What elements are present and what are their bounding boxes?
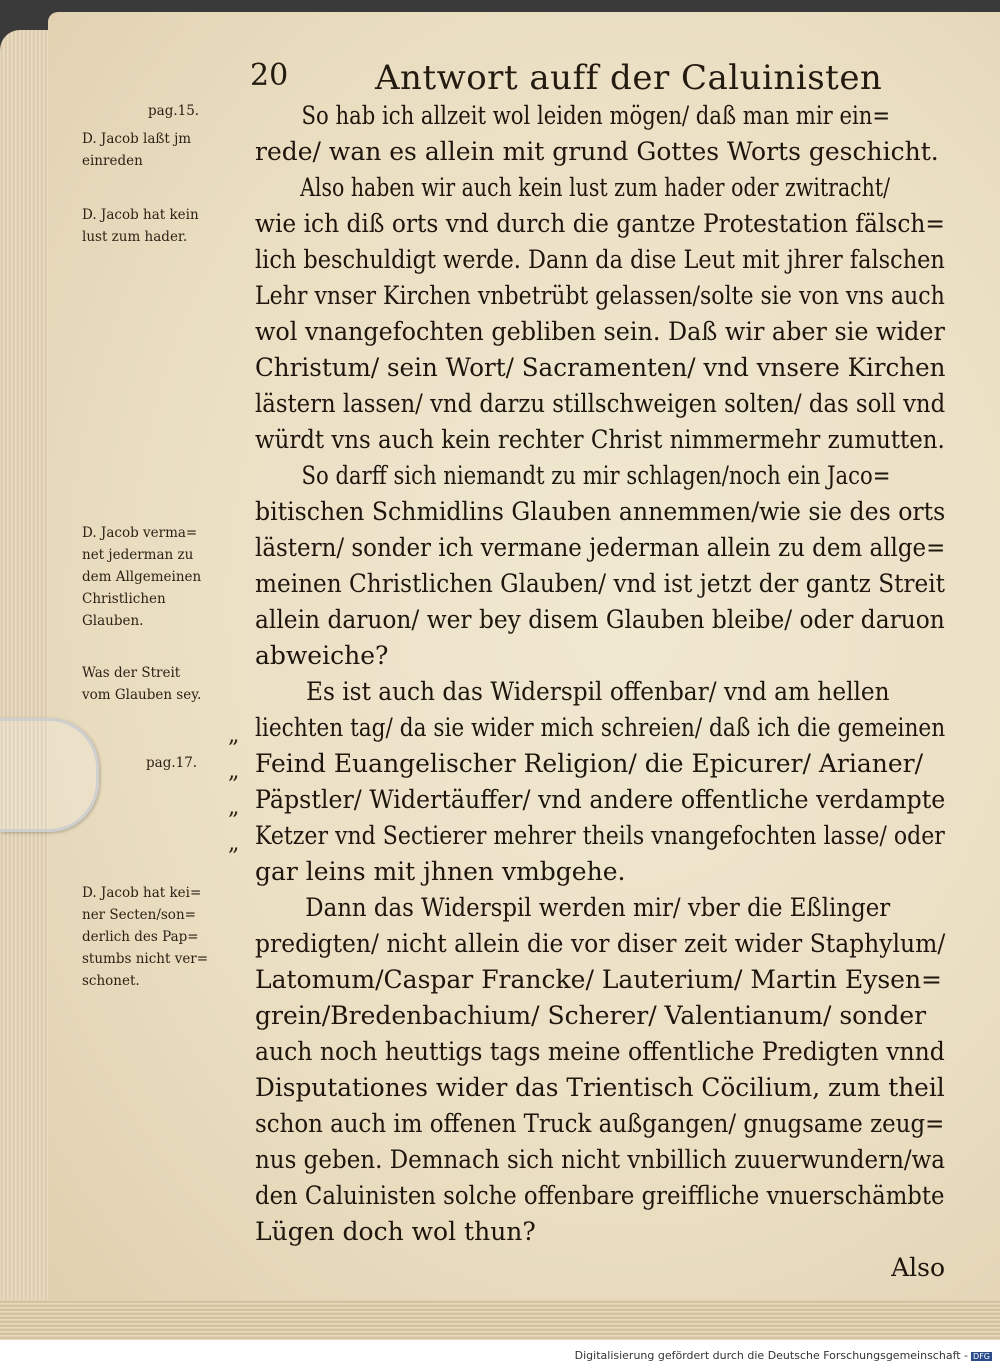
text-line: grein/Bredenbachium/ Scherer/ Valentianum/ sonder	[255, 1001, 927, 1030]
text-line: lästern lassen/ vnd darzu stillschweigen solten/ das soll vnd	[255, 389, 946, 418]
marginal-note	[82, 522, 201, 632]
marginal-note-line: Christlichen	[82, 591, 166, 607]
text-line: Lehr vnser Kirchen vnbetrübt gelassen/solte sie von vns auch	[255, 281, 945, 310]
text-line: Lügen doch wol thun?	[255, 1217, 536, 1246]
marginal-note	[146, 752, 197, 774]
marginal-note-line: net jederman zu	[82, 547, 194, 563]
text-line: Christum/ sein Wort/ Sacramenten/ vnd vnsere Kirchen	[255, 353, 946, 382]
marginal-note-line: stumbs nicht ver=	[82, 951, 209, 967]
digitization-footer	[575, 1349, 992, 1362]
text-line: abweiche?	[255, 641, 389, 670]
marginal-note-line: pag.17.	[146, 755, 198, 771]
marginal-note-line: Glauben.	[82, 613, 144, 629]
text-line: liechten tag/ da sie wider mich schreien/ daß ich die gemeinen	[255, 713, 946, 742]
marginal-note-line: einreden	[82, 153, 143, 169]
marginal-note-line: lust zum hader.	[82, 229, 188, 245]
page-number: 20	[250, 58, 289, 93]
marginal-note	[148, 100, 199, 122]
text-line: Disputationes wider das Trientisch Cöcilium, zum theil	[255, 1073, 945, 1102]
quote-mark: „	[228, 759, 240, 784]
text-line: würdt vns auch kein rechter Christ nimmermehr zumutten.	[255, 425, 945, 454]
text-line: lich beschuldigt werde. Dann da dise Leut mit jhrer falschen	[255, 245, 945, 274]
text-line: den Caluinisten solche offenbare greiffliche vnuerschämbte	[255, 1181, 945, 1210]
marginal-note	[82, 128, 191, 172]
marginal-note-line: dem Allgemeinen	[82, 569, 202, 585]
quote-marks	[228, 718, 239, 862]
body-text	[255, 98, 945, 1286]
marginal-note-line: Was der Streit	[82, 665, 181, 681]
text-line: Feind Euangelischer Religion/ die Epicurer/ Arianer/	[255, 749, 924, 778]
quote-mark: „	[228, 795, 240, 820]
text-line: bitischen Schmidlins Glauben annemmen/wie sie des orts	[255, 497, 946, 526]
quote-mark: „	[228, 831, 240, 856]
text-line: So hab ich allzeit wol leiden mögen/ daß man mir ein=	[301, 101, 891, 130]
quote-mark: „	[228, 723, 240, 748]
text-line: Also haben wir auch kein lust zum hader oder zwitracht/	[300, 173, 891, 202]
text-line: wie ich diß orts vnd durch die gantze Protestation fälsch=	[255, 209, 945, 238]
text-line: nus geben. Demnach sich nicht vnbillich zuuerwundern/wa	[255, 1145, 945, 1174]
marginal-note-line: pag.15.	[148, 103, 200, 119]
text-line: gar leins mit jhnen vmbgehe.	[255, 857, 626, 886]
text-line: Also	[891, 1253, 945, 1282]
marginal-note	[82, 882, 208, 992]
running-title: Antwort auff der Caluinisten	[375, 58, 883, 98]
text-line: Päpstler/ Widertäuffer/ vnd andere offentliche verdampte	[255, 785, 946, 814]
page-clip-icon	[0, 718, 99, 832]
text-line: predigten/ nicht allein die vor diser zeit wider Staphylum/	[255, 929, 946, 958]
marginal-note-line: ner Secten/son=	[82, 907, 196, 923]
marginal-note-line: derlich des Pap=	[82, 929, 199, 945]
text-line: Ketzer vnd Sectierer mehrer theils vnangefochten lasse/ oder	[255, 821, 945, 850]
marginal-note-line: schonet.	[82, 973, 140, 989]
marginal-note-line: D. Jacob laßt jm	[82, 131, 192, 147]
text-line: rede/ wan es allein mit grund Gottes Worts geschicht.	[255, 137, 939, 166]
marginal-note-line: vom Glauben sey.	[82, 687, 202, 703]
footer-text: Digitalisierung gefördert durch die Deutsche Forschungsgemeinschaft -	[574, 1349, 969, 1362]
text-line: schon auch im offenen Truck außgangen/ gnugsame zeug=	[255, 1109, 945, 1138]
marginal-note-line: D. Jacob hat kei=	[82, 885, 202, 901]
marginal-note-line: D. Jacob hat kein	[82, 207, 199, 223]
text-line: lästern/ sonder ich vermane jederman allein zu dem allge=	[255, 533, 946, 562]
text-line: wol vnangefochten gebliben sein. Daß wir aber sie wider	[255, 317, 945, 346]
dfg-logo-icon: DFG	[973, 1352, 990, 1361]
text-line: So darff sich niemandt zu mir schlagen/noch ein Jaco=	[301, 461, 891, 490]
marginal-note-line: D. Jacob verma=	[82, 525, 198, 541]
marginal-note	[82, 204, 199, 248]
book-bottom-edges	[0, 1300, 1000, 1340]
text-line: Latomum/Caspar Francke/ Lauterium/ Martin Eysen=	[255, 965, 942, 994]
text-line: Es ist auch das Widerspil offenbar/ vnd am hellen	[306, 677, 890, 706]
text-line: Dann das Widerspil werden mir/ vber die Eßlinger	[305, 893, 891, 922]
text-line: auch noch heuttigs tags meine offentliche Predigten vnnd	[255, 1037, 945, 1066]
text-line: allein daruon/ wer bey disem Glauben bleibe/ oder daruon	[255, 605, 945, 634]
marginal-note	[82, 662, 201, 706]
text-line: meinen Christlichen Glauben/ vnd ist jetzt der gantz Streit	[255, 569, 945, 598]
